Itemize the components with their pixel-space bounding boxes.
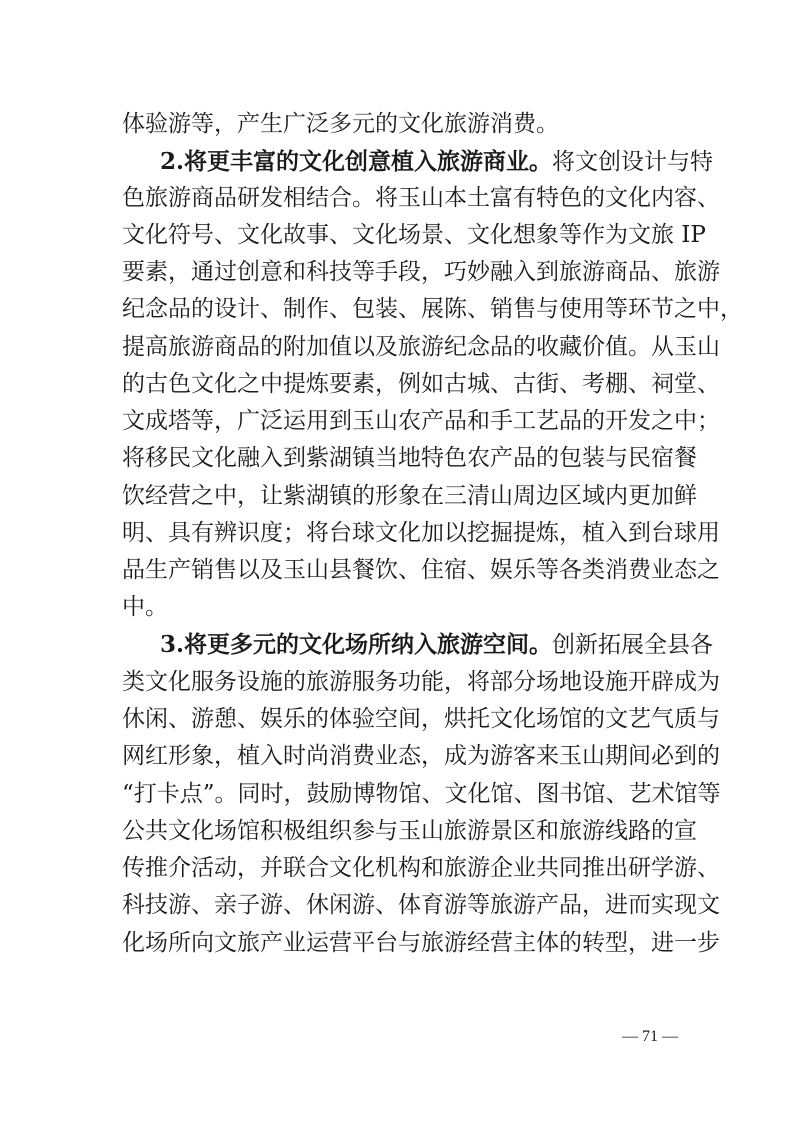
text-line: 色旅游商品研发相结合。将玉山本土富有特色的文化内容、 [122,185,720,211]
section-heading-3: 3.将更多元的文化场所纳入旅游空间。 [160,631,553,658]
text-line: 类文化服务设施的旅游服务功能，将部分场地设施开辟成为 [122,669,720,695]
text-line: 要素，通过创意和科技等手段，巧妙融入到旅游商品、旅游 [122,259,720,285]
text-line: 饮经营之中，让紫湖镇的形象在三清山周边区域内更加鲜 [122,483,697,509]
text-line: 休闲、游憩、娱乐的体验空间，烘托文化场馆的文艺气质与 [122,706,720,732]
section-heading-2: 2.将更丰富的文化创意植入旅游商业。 [160,148,553,175]
text-line: “打卡点”。同时，鼓励博物馆、文化馆、图书馆、艺术馆等 [122,781,721,807]
text-line: 品生产销售以及玉山县餐饮、住宿、娱乐等各类消费业态之 [122,557,720,583]
text-line: 体验游等，产生广泛多元的文化旅游消费。 [122,111,559,137]
text-line: 文成塔等，广泛运用到玉山农产品和手工艺品的开发之中； [122,408,720,434]
text-line: 明、具有辨识度；将台球文化加以挖掘提炼，植入到台球用 [122,520,720,546]
text-line: 提高旅游商品的附加值以及旅游纪念品的收藏价值。从玉山 [122,334,720,360]
paragraph-2-first-line [160,145,714,179]
text-line: 中。 [122,594,168,620]
text-line: 文化符号、文化故事、文化场景、文化想象等作为文旅 IP [122,222,706,248]
text-line: 将移民文化融入到紫湖镇当地特色农产品的包装与民宿餐 [122,445,697,471]
text-line: 将文创设计与特 [552,149,714,175]
text-line: 网红形象，植入时尚消费业态，成为游客来玉山期间必到的 [122,743,720,769]
text-line: 公共文化场馆积极组织参与玉山旅游景区和旅游线路的宣 [122,818,697,844]
text-line: 化场所向文旅产业运营平台与旅游经营主体的转型，进一步 [122,930,720,956]
text-line: 科技游、亲子游、休闲游、体育游等旅游产品，进而实现文 [122,892,720,918]
paragraph-3-first-line [160,628,714,662]
text-line: 创新拓展全县各 [552,632,714,658]
text-line: 纪念品的设计、制作、包装、展陈、销售与使用等环节之中， [122,296,743,322]
page-number: — 71 — [622,1028,678,1045]
text-line: 传推介活动，并联合文化机构和旅游企业共同推出研学游、 [122,855,720,881]
text-line: 的古色文化之中提炼要素，例如古城、古街、考棚、祠堂、 [122,371,720,397]
